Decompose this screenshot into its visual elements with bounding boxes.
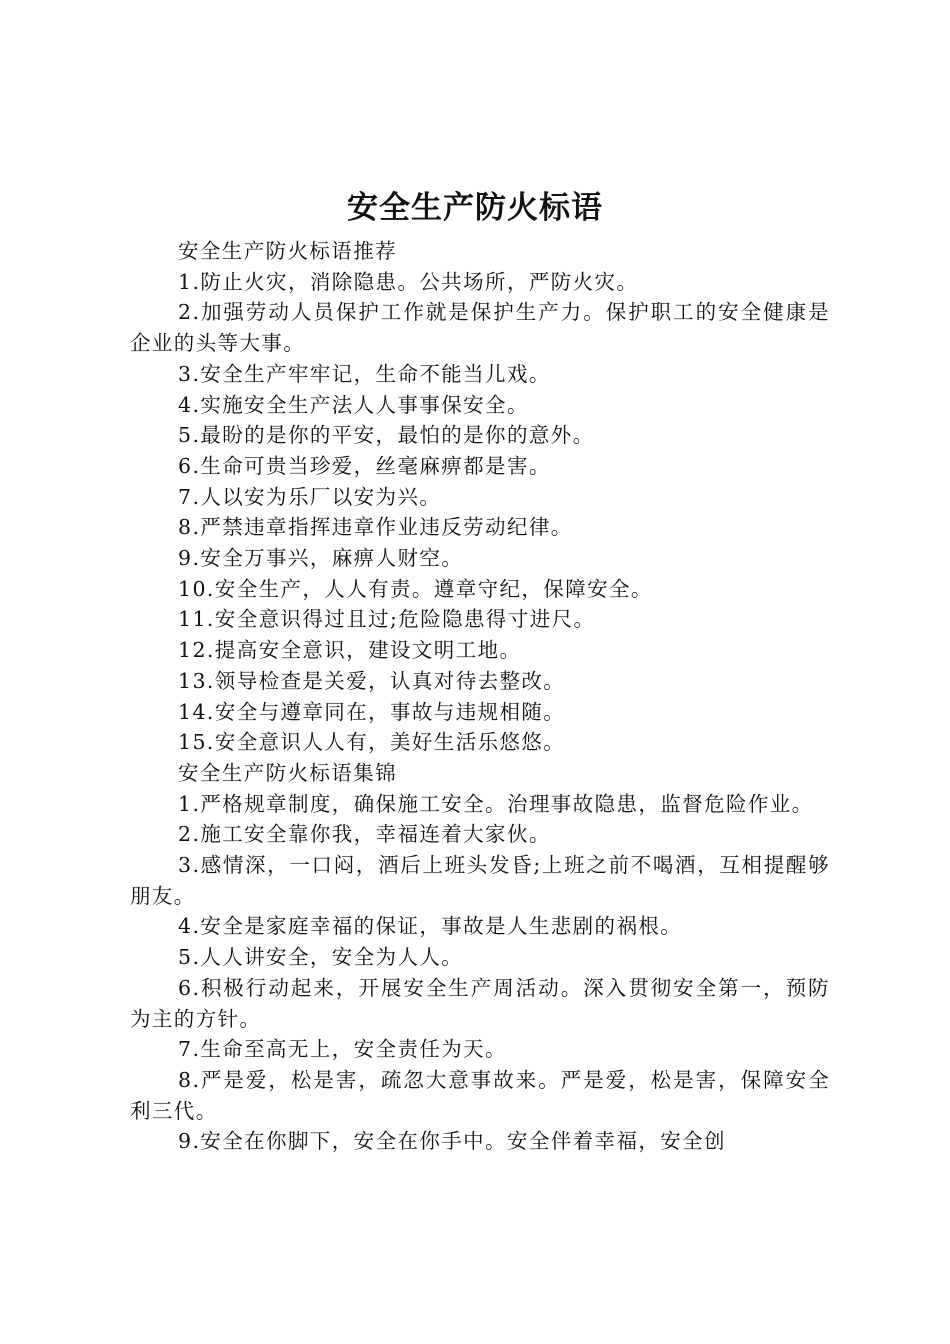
slogan-item: 4.安全是家庭幸福的保证，事故是人生悲剧的祸根。 (178, 914, 683, 939)
slogan-item: 3.感情深，一口闷，酒后上班头发昏;上班之前不喝酒，互相提醒够朋友。 (130, 853, 830, 908)
slogan-item: 9.安全万事兴，麻痹人财空。 (178, 546, 464, 571)
slogan-item: 5.最盼的是你的平安，最怕的是你的意外。 (178, 423, 595, 448)
slogan-item: 1.严格规章制度，确保施工安全。治理事故隐患，监督危险作业。 (178, 791, 814, 816)
slogan-item: 2.施工安全靠你我，幸福连着大家伙。 (178, 822, 551, 847)
slogan-item: 8.严禁违章指挥违章作业违反劳动纪律。 (178, 515, 573, 540)
slogan-item: 4.实施安全生产法人人事事保安全。 (178, 392, 529, 417)
slogan-item: 6.生命可贵当珍爱，丝毫麻痹都是害。 (178, 453, 551, 478)
page-title: 安全生产防火标语 (347, 190, 603, 226)
slogan-item: 13.领导检查是关爱，认真对待去整改。 (178, 668, 566, 693)
slogan-item: 3.安全生产牢牢记，生命不能当儿戏。 (178, 361, 551, 386)
slogan-item: 9.安全在你脚下，安全在你手中。安全伴着幸福，安全创 (178, 1129, 726, 1154)
section-heading-collection: 安全生产防火标语集锦 (178, 760, 397, 785)
section-heading-recommend: 安全生产防火标语推荐 (178, 239, 397, 263)
slogan-item: 5.人人讲安全，安全为人人。 (178, 945, 464, 970)
document-body (130, 236, 830, 1157)
slogan-item: 11.安全意识得过且过;危险隐患得寸进尺。 (178, 607, 596, 632)
slogan-item: 2.加强劳动人员保护工作就是保护生产力。保护职工的安全健康是企业的头等大事。 (130, 300, 830, 356)
slogan-item: 1.防止火灾，消除隐患。公共场所，严防火灾。 (178, 269, 639, 294)
slogan-item: 10.安全生产，人人有责。遵章守纪，保障安全。 (178, 576, 653, 601)
slogan-item: 14.安全与遵章同在，事故与违规相随。 (178, 699, 566, 724)
slogan-item: 8.严是爱，松是害，疏忽大意事故来。严是爱，松是害，保障安全利三代。 (130, 1067, 830, 1123)
slogan-item: 15.安全意识人人有，美好生活乐悠悠。 (178, 730, 566, 755)
slogan-item: 7.生命至高无上，安全责任为天。 (178, 1037, 507, 1062)
slogan-item: 12.提高安全意识，建设文明工地。 (178, 638, 522, 663)
slogan-item: 7.人以安为乐厂以安为兴。 (178, 484, 442, 509)
slogan-item: 6.积极行动起来，开展安全生产周活动。深入贯彻安全第一，预防为主的方针。 (130, 975, 830, 1031)
